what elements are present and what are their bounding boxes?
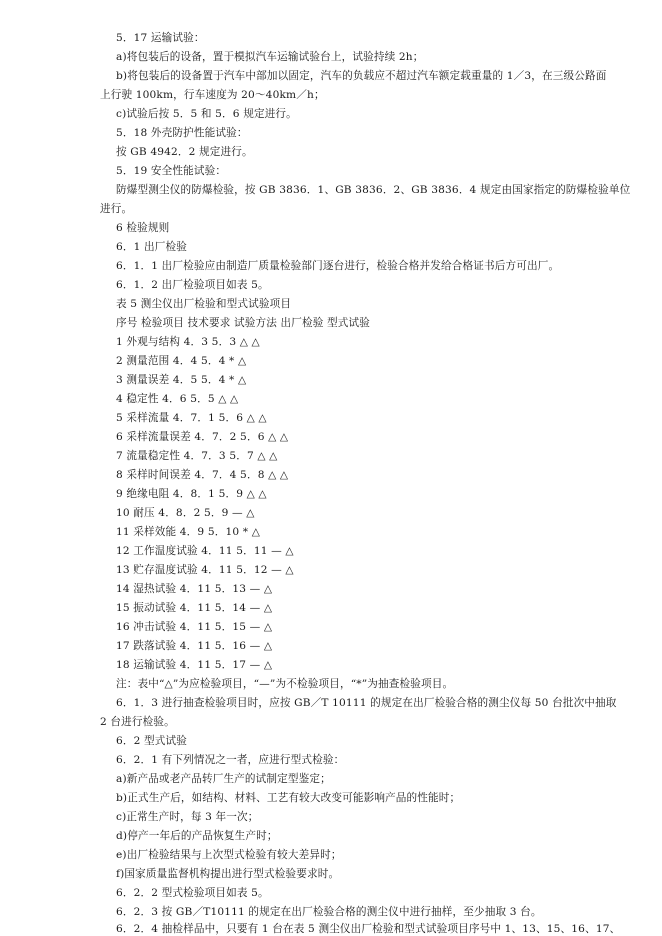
table-row: 10 耐压 4．8．2 5．9 — △ [116, 507, 255, 519]
table-note: 注：表中“△”为应检验项目，“—”为不检验项目，“*”为抽查检验项目。 [116, 678, 454, 690]
table-row: 2 测量范围 4．4 5．4 * △ [116, 355, 247, 367]
table-header: 序号 检验项目 技术要求 试验方法 出厂检验 型式试验 [116, 317, 370, 329]
paragraph-line: a)将包装后的设备，置于模拟汽车运输试验台上，试验持续 2h； [116, 51, 424, 63]
paragraph-line: 进行。 [100, 203, 133, 215]
table-caption: 表 5 测尘仪出厂检验和型式试验项目 [116, 298, 292, 310]
table-row: 13 贮存温度试验 4．11 5．12 — △ [116, 564, 294, 576]
table-row: 14 湿热试验 4．11 5．13 — △ [116, 583, 273, 595]
table-row: 3 测量误差 4．5 5．4 * △ [116, 374, 247, 386]
table-row: 17 跌落试验 4．11 5．16 — △ [116, 640, 273, 652]
paragraph-line: 6．2．2 型式检验项目如表 5。 [116, 887, 269, 899]
table-row: 7 流量稳定性 4．7．3 5．7 △ △ [116, 450, 278, 462]
paragraph-line: 2 台进行检验。 [100, 716, 175, 728]
table-row: 5 采样流量 4．7．1 5．6 △ △ [116, 412, 267, 424]
list-item: d)停产一年后的产品恢复生产时； [116, 830, 278, 842]
list-item: a)新产品或老产品转厂生产的试制定型鉴定； [116, 773, 331, 785]
section-6-heading: 6 检验规则 [116, 222, 170, 234]
table-row: 11 采样效能 4．9 5．10 * △ [116, 526, 261, 538]
table-row: 15 振动试验 4．11 5．14 — △ [116, 602, 273, 614]
paragraph-line: 6．1．3 进行抽查检验项目时，应按 GB／T 10111 的规定在出厂检验合格的测尘仪每 50 台批次中抽取 [116, 697, 617, 709]
paragraph-line: 6．2．3 按 GB／T10111 的规定在出厂检验合格的测尘仪中进行抽样，至少抽取 3 台。 [116, 906, 542, 918]
table-row: 6 采样流量误差 4．7．2 5．6 △ △ [116, 431, 289, 443]
table-row: 18 运输试验 4．11 5．17 — △ [116, 659, 273, 671]
table-row: 1 外观与结构 4．3 5．3 △ △ [116, 336, 260, 348]
paragraph-line: 上行驶 100km，行车速度为 20～40km／h； [100, 89, 325, 101]
table-row: 9 绝缘电阻 4．8．1 5．9 △ △ [116, 488, 267, 500]
paragraph-line: 按 GB 4942．2 规定进行。 [116, 146, 253, 158]
paragraph-line: 6．2．4 抽检样品中，只要有 1 台在表 5 测尘仪出厂检验和型式试验项目序号中 1、13、15、16、17、 [116, 923, 621, 935]
table-row: 8 采样时间误差 4．7．4 5．8 △ △ [116, 469, 289, 481]
paragraph-line: 防爆型测尘仪的防爆检验，按 GB 3836．1、GB 3836．2、GB 3836．4 规定由国家指定的防爆检验单位 [116, 184, 631, 196]
section-5-18-heading: 5．18 外壳防护性能试验： [116, 127, 248, 139]
table-row: 4 稳定性 4．6 5．5 △ △ [116, 393, 239, 405]
table-row: 12 工作温度试验 4．11 5．11 — △ [116, 545, 294, 557]
section-5-19-heading: 5．19 安全性能试验： [116, 165, 227, 177]
section-6-2-heading: 6．2 型式试验 [116, 735, 188, 747]
list-item: c)正常生产时，每 3 年一次； [116, 811, 259, 823]
paragraph-line: 6．2．1 有下列情况之一者，应进行型式检验： [116, 754, 345, 766]
paragraph-line: 6．1．2 出厂检验项目如表 5。 [116, 279, 269, 291]
list-item: e)出厂检验结果与上次型式检验有较大差异时； [116, 849, 342, 861]
list-item: b)正式生产后，如结构、材料、工艺有较大改变可能影响产品的性能时； [116, 792, 461, 804]
list-item: f)国家质量监督机构提出进行型式检验要求时。 [116, 868, 340, 880]
section-5-17-heading: 5．17 运输试验： [116, 32, 205, 44]
paragraph-line: 6．1．1 出厂检验应由制造厂质量检验部门逐台进行，检验合格并发给合格证书后方可出厂。 [116, 260, 560, 272]
section-6-1-heading: 6．1 出厂检验 [116, 241, 188, 253]
table-row: 16 冲击试验 4．11 5．15 — △ [116, 621, 273, 633]
paragraph-line: b)将包装后的设备置于汽车中部加以固定，汽车的负载应不超过汽车额定载重量的 1／3，在三级公路面 [116, 70, 607, 82]
paragraph-line: c)试验后按 5．5 和 5．6 规定进行。 [116, 108, 297, 120]
